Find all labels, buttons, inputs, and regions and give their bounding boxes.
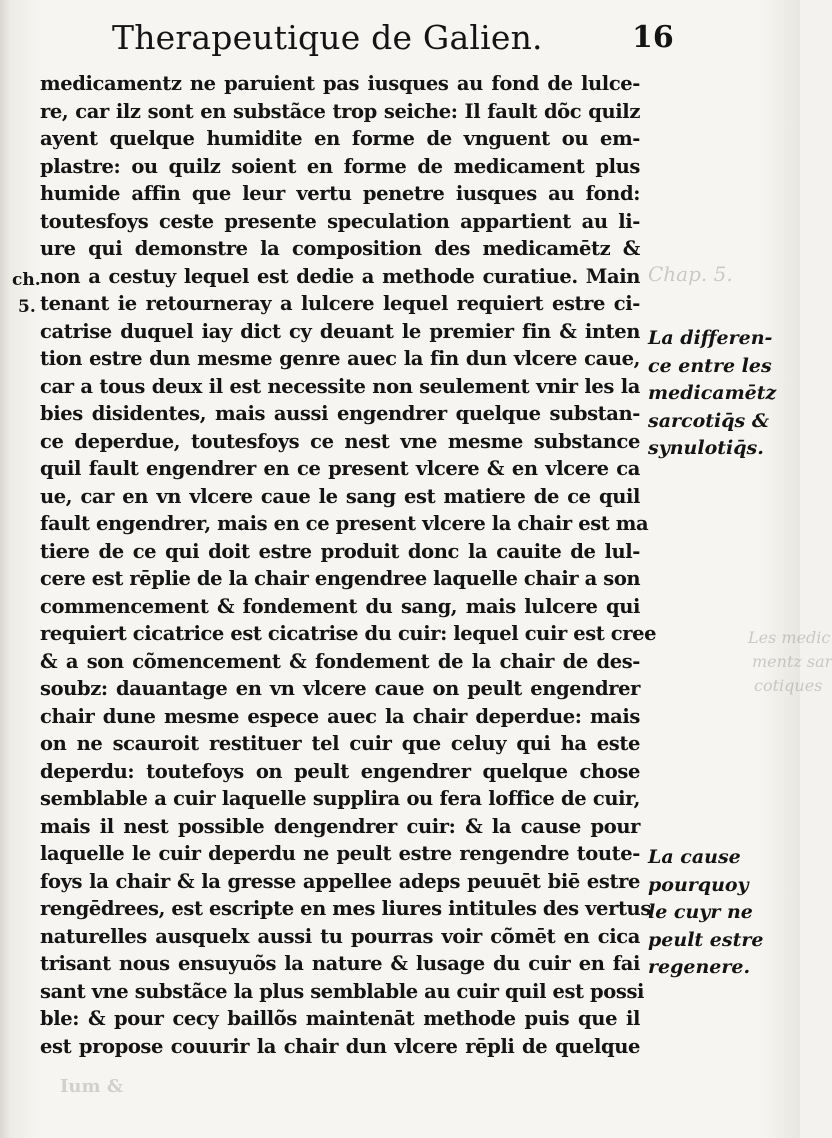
side-note-line: pourquoy [648,873,749,896]
text-line: tenant ie retourneray a lulcere lequel requiert estre ci- [40,292,640,315]
running-head [112,18,672,66]
text-line: requiert cicatrice est cicatrise du cuir: lequel cuir est cree [40,622,657,645]
text-line: rengēdrees, est escripte en mes liures intitules des vertus [40,897,651,920]
chapter-mark: ch. [12,270,41,290]
text-line: & a son cõmencement & fondement de la chair de des- [40,649,640,673]
text-line: ayent quelque humidite en forme de vnguent ou em- [40,127,640,150]
side-note-line: La cause [648,846,741,868]
text-line: quil fault engendrer en ce present vlcere & en vlcere ca [40,457,640,480]
side-note-line: synulotiq̄s. [648,437,764,459]
side-note-cause [648,844,798,982]
text-line: toutesfoys ceste presente speculation appartient au li- [40,209,640,233]
text-line: non a cestuy lequel est dedie a methode curatiue. Main [40,264,640,288]
bleed-through-text: Ium & [60,1076,124,1097]
text-line: ce deperdue, toutesfoys ce nest vne mesme substance [40,429,640,453]
text-line: re, car ilz sont en substãce trop seiche: Il fault dõc quilz [40,99,640,123]
side-note-line: le cuyr ne [648,901,753,923]
text-line: ue, car en vn vlcere caue le sang est matiere de ce quil [40,484,640,508]
text-line: laquelle le cuir deperdu ne peult estre rengendre toute- [40,842,640,865]
side-note-line: regenere. [648,956,751,978]
text-line: medicamentz ne paruient pas iusques au fond de lulce- [40,72,640,95]
text-line: cere est rēplie de la chair engendree laquelle chair a son [40,567,641,590]
text-line: ure qui demonstre la composition des medicamētz & [40,237,640,260]
text-line: car a tous deux il est necessite non seulement vnir les la [40,374,640,398]
text-line: trisant nous ensuyuõs la nature & lusage du cuir en fai [40,952,640,975]
text-line: commencement & fondement du sang, mais lulcere qui [40,594,640,618]
bleed-through-text: Chap. 5. [648,262,733,286]
text-line: humide affin que leur vertu penetre iusques au fond: [40,182,640,205]
side-note-line: ce entre les [648,354,772,377]
text-line: semblable a cuir laquelle supplira ou fera loffice de cuir, [40,787,640,810]
side-note-line: sarcotiq̄s & [648,409,770,432]
body-text [40,70,657,1060]
text-line: foys la chair & la gresse appellee adeps peuuēt biē estre [40,869,640,893]
text-line: fault engendrer, mais en ce present vlcere la chair est ma [40,512,649,535]
chapter-number-mark: 5. [18,297,36,317]
text-line: catrise duquel iay dict cy deuant le premier fin & inten [40,319,640,343]
bleed-through-text: cotiques [754,676,823,695]
text-line: ble: & pour cecy baillõs maintenāt methode puis que il [40,1007,640,1030]
side-note-differences [648,325,798,463]
text-line: tiere de ce qui doit estre produit donc la cauite de lul- [40,539,640,563]
text-line: sant vne substãce la plus semblable au cuir quil est possi [40,979,645,1003]
bleed-through-text: mentz sar [752,652,832,671]
side-note-line: peult estre [648,928,764,951]
text-line: mais il nest possible dengendrer cuir: & la cause pour [40,814,640,838]
side-note-line: medicamētz [648,382,777,404]
text-line: deperdu: toutefoys on peult engendrer quelque chose [40,759,640,783]
text-line: est propose couurir la chair dun vlcere rēpli de quelque [40,1034,640,1058]
text-line: bies disidentes, mais aussi engendrer quelque substan- [40,402,640,425]
page-number: 16 [632,20,674,55]
text-line: tion estre dun mesme genre auec la fin dun vlcere caue, [40,347,640,370]
page-title: Therapeutique de Galien. [112,18,543,57]
side-note-line: La differen- [648,327,773,349]
text-line: naturelles ausquelx aussi tu pourras voir cõmēt en cica [40,924,640,948]
text-line: soubz: dauantage en vn vlcere caue on peult engendrer [40,677,640,700]
text-line: on ne scauroit restituer tel cuir que celuy qui ha este [40,732,640,755]
text-line: plastre: ou quilz soient en forme de medicament plus [40,154,640,178]
text-line: chair dune mesme espece auec la chair deperdue: mais [40,704,640,728]
bleed-through-text: Les medic [748,628,831,647]
